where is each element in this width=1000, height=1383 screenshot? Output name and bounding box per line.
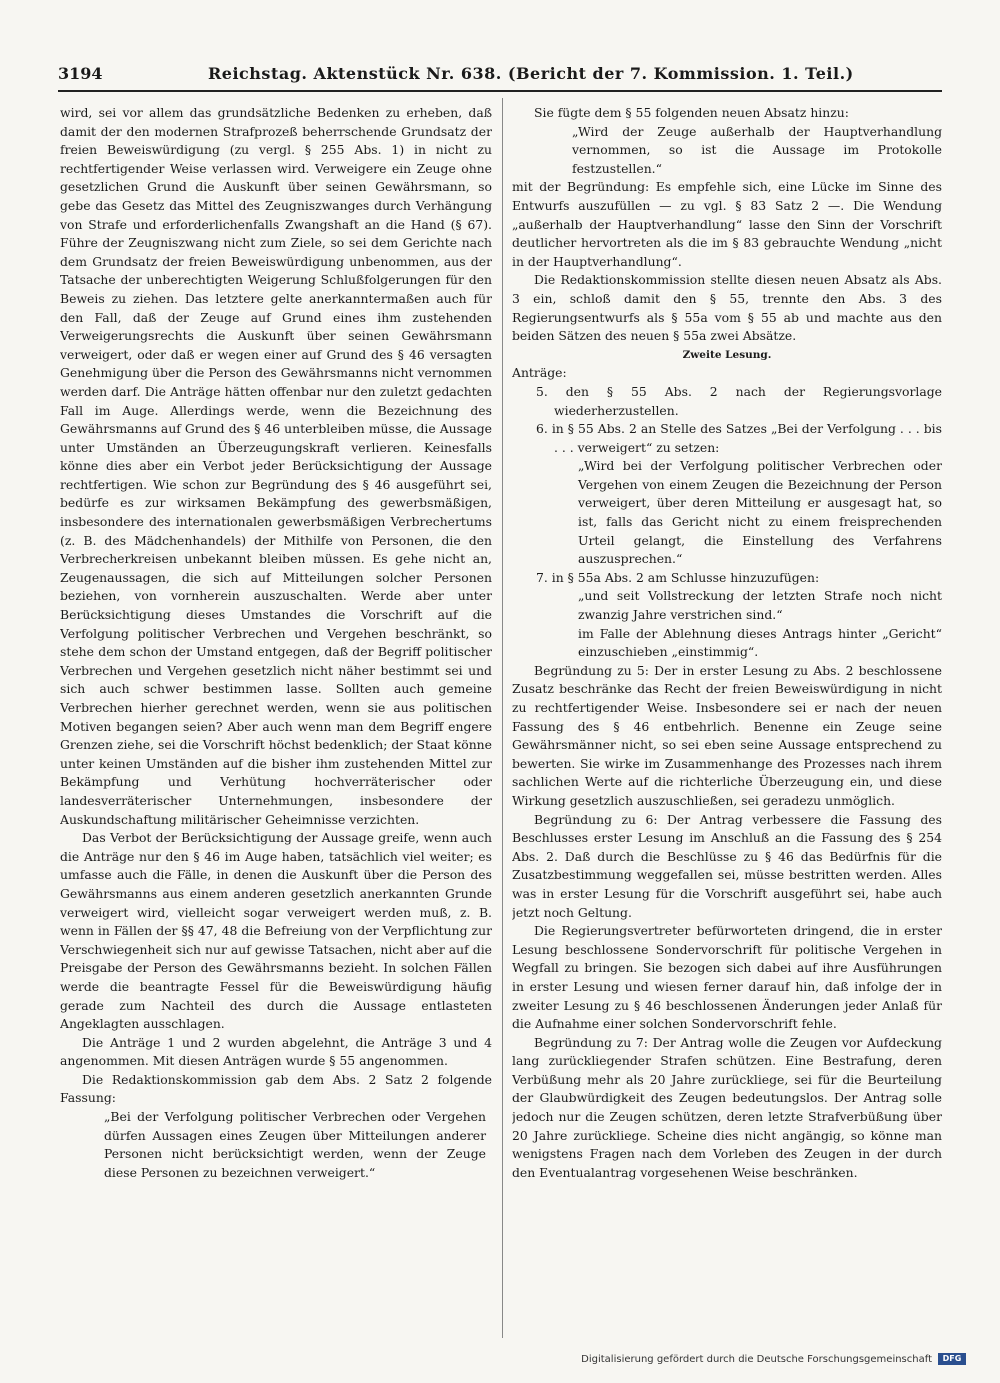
running-title: Reichstag. Aktenstück Nr. 638. (Bericht der 7. Kommission. 1. Teil.) bbox=[208, 64, 854, 83]
paragraph: Sie fügte dem § 55 folgenden neuen Absatz hinzu: bbox=[534, 105, 849, 120]
paragraph: wird, sei vor allem das grundsätzliche Bedenken zu erheben, daß damit der den modernen Strafprozeß beherrschende Grundsatz der freien Beweiswürdigung (zu vergl. § 255 Abs. 1) in nicht zu rechtfertigender Weise verlassen wird. Verweigere ein Zeuge ohne gesetzlichen Grund die Auskunft über seinen Gewährsmann, so gebe das Gesetz das Mittel des Zeugniszwanges durch Verhängung von Strafe und erforderlichenfalls Zwangshaft an die Hand (§ 67). Führe der Zeugniszwang nicht zum Ziele, so sei dem Gerichte nach dem Grundsatz der freien Beweiswürdigung unbenommen, aus der Tatsache der unberechtigten Weigerung Schlußfolgerungen für den Beweis zu ziehen. Das letztere gelte anerkanntermaßen auch für den Fall, daß der Zeuge auf Grund eines ihm zustehenden Verweigerungsrechts die Auskunft über seinen Gewährsmann verweigert, oder daß er wegen einer auf Grund des § 46 versagten Genehmigung über die Person des Gewährsmanns nicht vernommen werden darf. Die Anträge hätten offenbar nur den zuletzt gedachten Fall im Auge. Allerdings werde, wenn die Bezeichnung des Gewährsmanns auf Grund des § 46 unterbleiben müsse, die Aussage unter Umständen an Überzeugungskraft verlieren. Keinesfalls könne dies aber ein Verbot jeder Berücksichtigung der Aussage rechtfertigen. Wie schon zur Begründung des § 46 ausgeführt sei, bedürfe es zur wirksamen Bekämpfung des gewerbsmäßigen, insbesondere des internationalen gewerbsmäßigen Verbrechertums (z. B. des Mädchenhandels) der Mithilfe von Personen, die den Verbrecherkreisen unbekannt bleiben müssen. Es gehe nicht an, Zeugenaussagen, die sich auf Mitteilungen solcher Personen beziehen, von vornherein auszuschalten. Werde aber unter Berücksichtigung dieses Umstandes die Vorschrift auf die Verfolgung politischer Verbrechen und Vergehen beschränkt, so stehe dem schon der Umstand entgegen, daß der Begriff politischer Verbrechen und Vergehen gesetzlich nicht näher bestimmt sei und sich auch schwer bestimmen lasse. Sollten auch gemeine Verbrechen hierher gerechnet werden, wenn sie aus politischen Motiven begangen seien? Aber auch wenn man dem Begriff engere Grenzen ziehe, sei die Vorschrift höchst bedenklich; der Staat könne unter keinen Umständen auf die bisher ihm zustehenden Mittel zur Bekämpfung und Verhütung hochverräterischer oder landesverräterischer Unternehmungen, insbesondere der Auskundschaftung militärischer Geheimnisse verzichten. bbox=[60, 105, 492, 827]
right-column bbox=[512, 104, 942, 1324]
quoted-text: „Bei der Verfolgung politischer Verbrechen oder Vergehen dürfen Aussagen eines Zeugen über Mitteilungen anderer Personen nicht berücksichtigt werden, wenn der Zeuge diese Personen zu bezeichnen verweigert.“ bbox=[104, 1109, 486, 1180]
page-number: 3194 bbox=[58, 64, 103, 83]
footer bbox=[581, 1353, 966, 1365]
paragraph: Die Redaktionskommission stellte diesen neuen Absatz als Abs. 3 ein, schloß damit den § 55, trennte den Abs. 3 des Regierungsentwurfs als § 55a vom § 55 ab und machte aus den beiden Sätzen des neuen § 55a zwei Absätze. bbox=[512, 272, 942, 344]
paragraph: Die Redaktionskommission gab dem Abs. 2 Satz 2 folgende Fassung: bbox=[60, 1071, 492, 1106]
quoted-text: „Wird bei der Verfolgung politischer Verbrechen oder Vergehen von einem Zeugen die Bezeichnung der Person verweigert, über deren Mitteilung er ausgesagt hat, so ist, falls das Gericht nicht zu einem freisprechenden Urteil gelangt, die Einstellung des Verfahrens auszusprechen.“ bbox=[578, 458, 942, 567]
paragraph: Begründung zu 5: Der in erster Lesung zu Abs. 2 beschlossene Zusatz beschränke das Recht der freien Beweiswürdigung in nicht zu rechtfertigender Weise. Insbesondere sei er nach der neuen Fassung des § 46 entbehrlich. Benenne ein Zeuge seine Gewährsmänner nicht, so sei eben seine Aussage entsprechend zu bewerten. Sie wirke im Zusammenhange des Prozesses nach ihrem sachlichen Werte auf die richterliche Überzeugung ein, und diese Wirkung gesetzlich auszuschließen, sei geradezu unmöglich. bbox=[512, 662, 942, 808]
quoted-text: „Wird der Zeuge außerhalb der Hauptverhandlung vernommen, so ist die Aussage im Protokolle festzustellen.“ bbox=[572, 123, 942, 176]
paragraph: Die Anträge 1 und 2 wurden abgelehnt, die Anträge 3 und 4 angenommen. Mit diesen Anträgen wurde § 55 angenommen. bbox=[60, 1034, 492, 1069]
quoted-text: „und seit Vollstreckung der letzten Strafe noch nicht zwanzig Jahre verstrichen sind.“ bbox=[578, 588, 942, 623]
list-item: 6. in § 55 Abs. 2 an Stelle des Satzes „Bei der Verfolgung . . . bis . . . verweigert“ zu setzen: bbox=[536, 421, 942, 455]
note-text: im Falle der Ablehnung dieses Antrags hinter „Gericht“ einzuschieben „einstimmig“. bbox=[578, 625, 942, 660]
antraege-label: Anträge: bbox=[512, 365, 567, 381]
list-item: 5. den § 55 Abs. 2 nach der Regierungsvorlage wiederherzustellen. bbox=[536, 383, 942, 418]
dfg-logo-icon: DFG bbox=[938, 1353, 966, 1365]
page-header bbox=[58, 60, 942, 92]
section-heading: Zweite Lesung. bbox=[682, 348, 772, 361]
column-divider bbox=[502, 98, 503, 1338]
paragraph: Begründung zu 6: Der Antrag verbessere die Fassung des Beschlusses erster Lesung im Anschluß an die Fassung des § 254 Abs. 2. Daß durch die Beschlüsse zu § 46 das Bedürfnis für die Zusatzbestimmung weggefallen sei, müsse bestritten werden. Alles was in erster Lesung für die Vorschrift ausgeführt sei, habe auch jetzt noch Geltung. bbox=[512, 811, 942, 920]
paragraph: Die Regierungsvertreter befürworteten dringend, die in erster Lesung beschlossene Sondervorschrift für politische Vergehen in Wegfall zu bringen. Sie bezogen sich dabei auf ihre Ausführungen in erster Lesung und wiesen ferner darauf hin, daß infolge der in zweiter Lesung zu § 46 beschlossenen Änderungen jeder Anlaß für die Aufnahme einer solchen Sondervorschrift fehle. bbox=[512, 923, 942, 1032]
footer-text: Digitalisierung gefördert durch die Deutsche Forschungsgemeinschaft bbox=[581, 1353, 932, 1365]
left-column bbox=[60, 104, 492, 1324]
paragraph: Das Verbot der Berücksichtigung der Aussage greife, wenn auch die Anträge nur den § 46 im Auge haben, tatsächlich viel weiter; es umfasse auch die Fälle, in denen die Auskunft über die Person des Gewährsmanns aus einem anderen gesetzlich anerkannten Grunde verweigert wird, vielleicht sogar verweigert werden muß, z. B. wenn in Fällen der §§ 47, 48 die Befreiung von der Verpflichtung zur Verschwiegenheit sich nur auf gewisse Tatsachen, nicht aber auf die Preisgabe der Person des Gewährsmanns bezieht. In solchen Fällen werde die beantragte Fessel für die Beweiswürdigung häufig gerade zum Nachteil des durch die Aussage entlasteten Angeklagten ausschlagen. bbox=[60, 830, 492, 1032]
paragraph: mit der Begründung: Es empfehle sich, eine Lücke im Sinne des Entwurfs auszufüllen — zu vgl. § 83 Satz 2 —. Die Wendung „außerhalb der Hauptverhandlung“ lasse den Sinn der Vorschrift deutlicher hervortreten als die im § 83 gebrauchte Wendung „nicht in der Hauptverhandlung“. bbox=[512, 179, 942, 269]
list-item: 7. in § 55a Abs. 2 am Schlusse hinzuzufügen: bbox=[536, 569, 820, 585]
paragraph: Begründung zu 7: Der Antrag wolle die Zeugen vor Aufdeckung lang zurückliegender Strafen schützen. Eine Bestrafung, deren Verbüßung mehr als 20 Jahre zurückliege, sei für die Beurteilung der Glaubwürdigkeit des Zeugen bedeutungslos. Der Antrag solle jedoch nur die Zeugen schützen, deren letzte Strafverbüßung über 20 Jahre zurückliege. Scheine dies nicht angängig, so könne man wenigstens Fragen nach dem Vorleben des Zeugen in der durch den Eventualantrag vorgesehenen Weise beschränken. bbox=[512, 1034, 942, 1180]
